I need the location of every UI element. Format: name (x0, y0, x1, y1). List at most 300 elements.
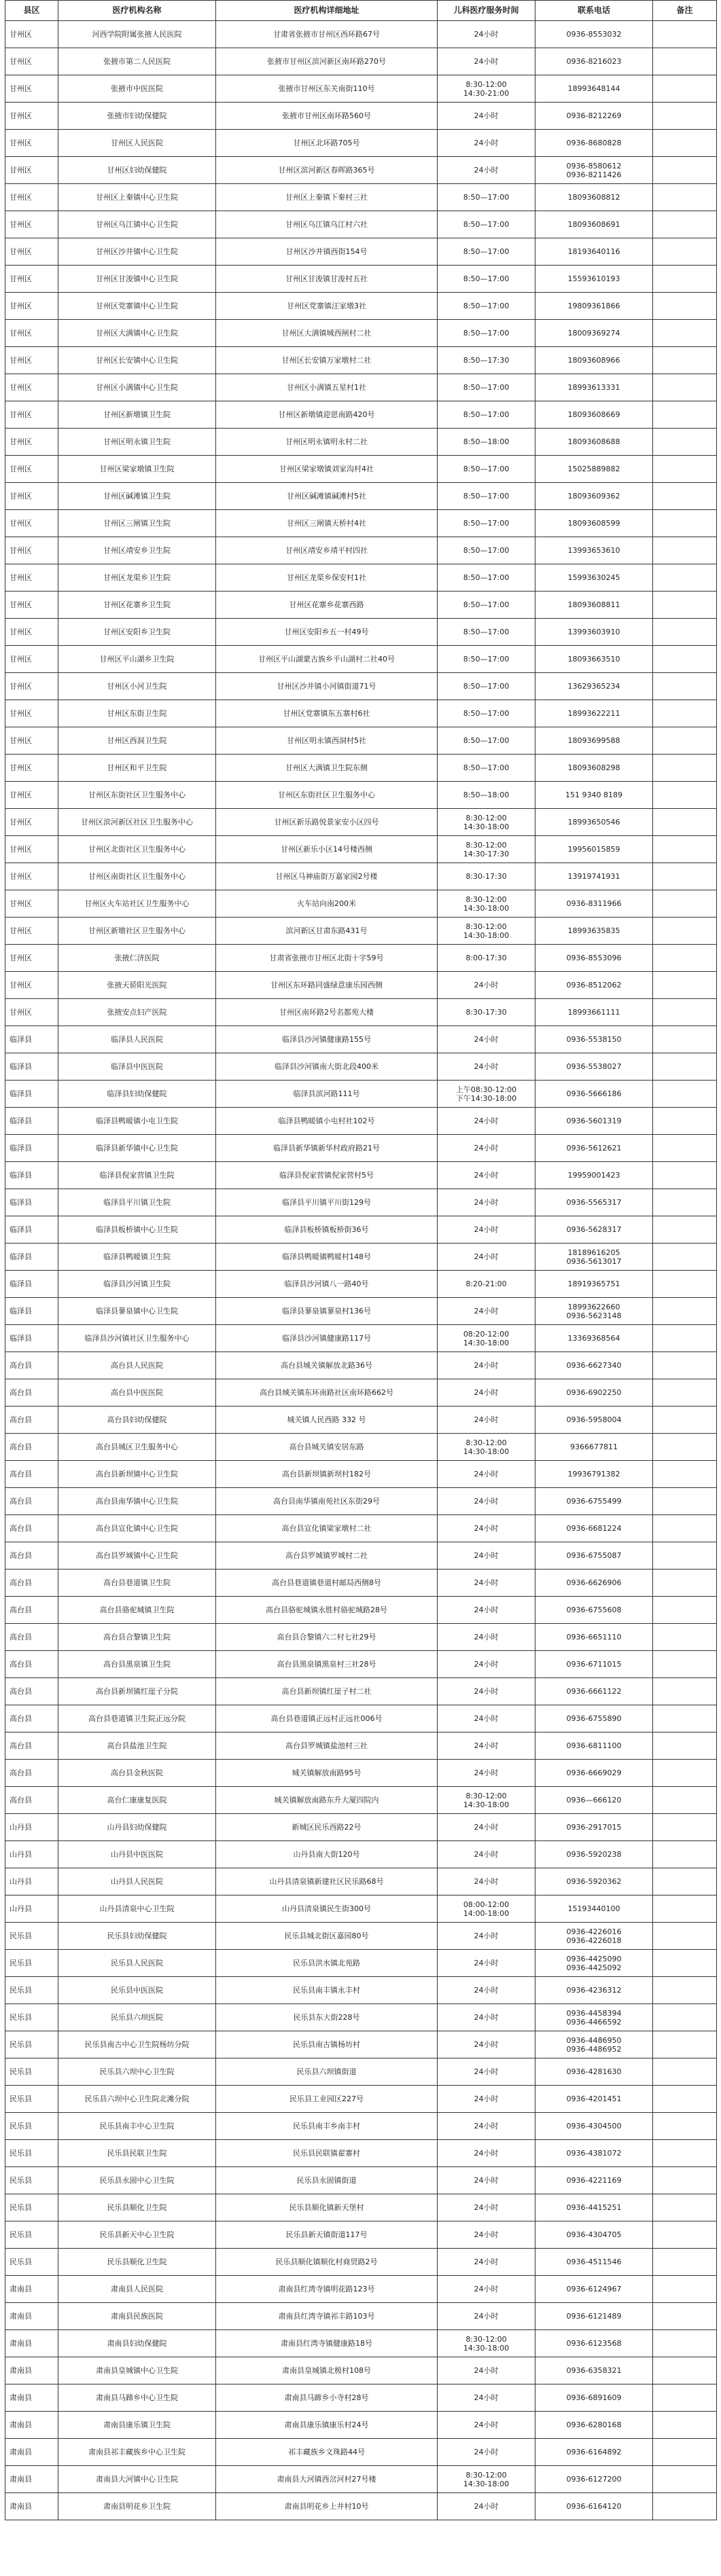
cell-service-hours: 8:50—17:00 (438, 619, 535, 646)
cell-note (653, 48, 717, 75)
cell-note (653, 809, 717, 836)
cell-address: 甘州区沙井镇小河镇街道71号 (216, 673, 438, 700)
cell-phone: 0936-5565317 (535, 1189, 653, 1216)
cell-institution-name: 高台县新坝镇红崖子分院 (58, 1678, 216, 1705)
cell-county: 甘州区 (5, 374, 58, 401)
cell-institution-name: 高台县骆驼城镇卫生院 (58, 1597, 216, 1624)
cell-address: 民乐县新天镇街道117号 (216, 2221, 438, 2249)
cell-note (653, 727, 717, 755)
cell-service-hours: 24小时 (438, 21, 535, 48)
table-row (5, 157, 717, 184)
cell-address: 高台县城关镇东环南路社区南环路662号 (216, 1379, 438, 1407)
cell-institution-name: 临泽县人民医院 (58, 1026, 216, 1053)
table-row (5, 1733, 717, 1760)
cell-service-hours: 8:30-12:00 14:30-21:00 (438, 75, 535, 103)
cell-service-hours: 8:50—17:00 (438, 184, 535, 211)
cell-address: 甘州区龙渠乡保安村1社 (216, 564, 438, 592)
cell-address: 民乐县城北街区嘉园80号 (216, 1923, 438, 1950)
cell-address: 高台县黑泉镇黑泉村三社28号 (216, 1651, 438, 1678)
cell-institution-name: 临泽县板桥镇中心卫生院 (58, 1216, 216, 1244)
cell-county: 临泽县 (5, 1298, 58, 1325)
cell-note (653, 1461, 717, 1488)
cell-note (653, 999, 717, 1026)
cell-county: 甘州区 (5, 700, 58, 727)
cell-note (653, 2276, 717, 2303)
cell-address: 民乐县六坝镇街道 (216, 2058, 438, 2086)
table-row (5, 646, 717, 673)
table-row (5, 2384, 717, 2412)
cell-county: 肃南县 (5, 2466, 58, 2493)
cell-service-hours: 8:50—17:00 (438, 673, 535, 700)
table-row (5, 483, 717, 510)
cell-phone: 0936-6164892 (535, 2439, 653, 2466)
cell-county: 高台县 (5, 1624, 58, 1651)
cell-county: 肃南县 (5, 2493, 58, 2520)
cell-address: 民乐县洪水镇北苑路 (216, 1950, 438, 1977)
cell-institution-name: 甘州区长安镇中心卫生院 (58, 347, 216, 374)
table-row (5, 48, 717, 75)
cell-note (653, 619, 717, 646)
cell-address: 甘州区马神庙街万嘉家园2号楼 (216, 863, 438, 890)
cell-county: 甘州区 (5, 483, 58, 510)
cell-note (653, 510, 717, 537)
cell-county: 甘州区 (5, 782, 58, 809)
cell-institution-name: 甘州区乌江镇中心卫生院 (58, 211, 216, 238)
cell-address: 临泽县鸭暖镇小屯村社102号 (216, 1108, 438, 1135)
cell-phone: 18093608688 (535, 429, 653, 456)
cell-county: 甘州区 (5, 755, 58, 782)
cell-address: 甘州区上秦镇下秦村三社 (216, 184, 438, 211)
cell-address: 甘州区小满镇五星村1社 (216, 374, 438, 401)
cell-institution-name: 临泽县沙河镇社区卫生服务中心 (58, 1325, 216, 1352)
cell-service-hours: 8:50—17:00 (438, 456, 535, 483)
cell-phone: 18193640116 (535, 238, 653, 266)
table-row (5, 401, 717, 429)
cell-county: 高台县 (5, 1379, 58, 1407)
cell-address: 临泽县新华镇新华村政府路21号 (216, 1135, 438, 1162)
cell-phone: 0936-2917015 (535, 1814, 653, 1841)
cell-institution-name: 山丹县中医医院 (58, 1841, 216, 1868)
cell-county: 甘州区 (5, 401, 58, 429)
cell-county: 高台县 (5, 1597, 58, 1624)
cell-county: 临泽县 (5, 1325, 58, 1352)
cell-service-hours: 8:50—17:00 (438, 564, 535, 592)
cell-service-hours: 8:50—17:00 (438, 238, 535, 266)
cell-institution-name: 甘州区新墩镇卫生院 (58, 401, 216, 429)
cell-institution-name: 高台县中医医院 (58, 1379, 216, 1407)
cell-institution-name: 张掖市中医医院 (58, 75, 216, 103)
cell-address: 甘州区新墩镇迎恩南路420号 (216, 401, 438, 429)
cell-note (653, 1407, 717, 1434)
cell-county: 甘州区 (5, 646, 58, 673)
cell-institution-name: 甘州区滨河新区社区卫生服务中心 (58, 809, 216, 836)
cell-note (653, 2140, 717, 2167)
table-row (5, 592, 717, 619)
table-row (5, 456, 717, 483)
cell-address: 甘州区乌江镇乌江村六社 (216, 211, 438, 238)
cell-service-hours: 8:50—17:00 (438, 320, 535, 347)
cell-institution-name: 甘州区新墩社区卫生服务中心 (58, 918, 216, 945)
cell-phone: 13993653610 (535, 537, 653, 564)
cell-county: 肃南县 (5, 2330, 58, 2357)
cell-phone: 18093609362 (535, 483, 653, 510)
cell-institution-name: 高台仁康康复医院 (58, 1787, 216, 1814)
header-phone: 联系电话 (535, 1, 653, 21)
cell-address: 甘州区安阳乡五一村49号 (216, 619, 438, 646)
cell-address: 甘州区党寨镇汪家墩3社 (216, 293, 438, 320)
cell-institution-name: 民乐县中医医院 (58, 1977, 216, 2004)
cell-phone: 18919365751 (535, 1271, 653, 1298)
cell-institution-name: 甘州区三闸镇卫生院 (58, 510, 216, 537)
cell-county: 山丹县 (5, 1868, 58, 1895)
cell-address: 民乐县东大街228号 (216, 2004, 438, 2031)
cell-county: 临泽县 (5, 1244, 58, 1271)
cell-address: 甘州区碱滩镇碱滩村5社 (216, 483, 438, 510)
cell-county: 肃南县 (5, 2384, 58, 2412)
cell-service-hours: 8:00-17:30 (438, 945, 535, 972)
table-row (5, 130, 717, 157)
cell-note (653, 374, 717, 401)
cell-phone: 13919741931 (535, 863, 653, 890)
cell-address: 肃南县皇城镇北极村108号 (216, 2357, 438, 2384)
cell-note (653, 2303, 717, 2330)
cell-phone: 0936-6681224 (535, 1515, 653, 1542)
cell-note (653, 2058, 717, 2086)
cell-county: 民乐县 (5, 2194, 58, 2221)
cell-note (653, 2330, 717, 2357)
cell-county: 甘州区 (5, 619, 58, 646)
cell-note (653, 2004, 717, 2031)
cell-note (653, 401, 717, 429)
cell-service-hours: 24小时 (438, 1977, 535, 2004)
cell-service-hours: 24小时 (438, 1950, 535, 1977)
cell-address: 高台县城关镇解放北路36号 (216, 1352, 438, 1379)
cell-service-hours: 24小时 (438, 2221, 535, 2249)
cell-county: 民乐县 (5, 2031, 58, 2058)
cell-institution-name: 肃南县民族医院 (58, 2303, 216, 2330)
cell-institution-name: 甘州区梁家墩镇卫生院 (58, 456, 216, 483)
cell-institution-name: 甘州区党寨镇中心卫生院 (58, 293, 216, 320)
cell-phone: 0936-6902250 (535, 1379, 653, 1407)
table-row (5, 184, 717, 211)
cell-service-hours: 8:30-12:00 14:30-18:00 (438, 1787, 535, 1814)
table-row (5, 374, 717, 401)
cell-address: 城关镇解放南路95号 (216, 1760, 438, 1787)
cell-note (653, 2113, 717, 2140)
cell-county: 临泽县 (5, 1271, 58, 1298)
cell-institution-name: 民乐县人民医院 (58, 1950, 216, 1977)
cell-institution-name: 肃南县妇幼保健院 (58, 2330, 216, 2357)
pediatric-service-table (5, 0, 717, 2520)
cell-service-hours: 8:50—17:00 (438, 727, 535, 755)
cell-note (653, 347, 717, 374)
cell-phone: 0936-4415251 (535, 2194, 653, 2221)
cell-service-hours: 24小时 (438, 1542, 535, 1570)
cell-county: 甘州区 (5, 157, 58, 184)
table-row (5, 2439, 717, 2466)
cell-note (653, 21, 717, 48)
cell-phone: 18993648144 (535, 75, 653, 103)
cell-phone: 19809361866 (535, 293, 653, 320)
cell-institution-name: 临泽县鸭暖镇卫生院 (58, 1244, 216, 1271)
cell-county: 肃南县 (5, 2357, 58, 2384)
cell-address: 甘州区党寨镇东五寨村6社 (216, 700, 438, 727)
cell-address: 甘州区大满镇卫生院东侧 (216, 755, 438, 782)
cell-note (653, 1678, 717, 1705)
cell-institution-name: 高台县黑泉镇卫生院 (58, 1651, 216, 1678)
cell-address: 高台县合黎镇六二村七社29号 (216, 1624, 438, 1651)
table-row (5, 2167, 717, 2194)
table-row (5, 211, 717, 238)
cell-note (653, 1542, 717, 1570)
cell-address: 肃南县康乐镇康乐村24号 (216, 2412, 438, 2439)
cell-service-hours: 24小时 (438, 2031, 535, 2058)
cell-service-hours: 8:50—17:00 (438, 401, 535, 429)
cell-address: 甘肃省张掖市甘州区西环路67号 (216, 21, 438, 48)
table-row (5, 320, 717, 347)
cell-address: 甘州区沙井镇西街154号 (216, 238, 438, 266)
cell-county: 高台县 (5, 1352, 58, 1379)
cell-county: 肃南县 (5, 2276, 58, 2303)
cell-institution-name: 甘州区靖安乡卫生院 (58, 537, 216, 564)
cell-county: 甘州区 (5, 130, 58, 157)
cell-phone: 151 9340 8189 (535, 782, 653, 809)
cell-service-hours: 24小时 (438, 1244, 535, 1271)
cell-service-hours: 8:50—17:00 (438, 700, 535, 727)
cell-address: 甘州区靖安乡靖平村四社 (216, 537, 438, 564)
cell-service-hours: 24小时 (438, 2167, 535, 2194)
cell-county: 甘州区 (5, 863, 58, 890)
table-row (5, 2221, 717, 2249)
table-row (5, 429, 717, 456)
cell-phone: 19959001423 (535, 1162, 653, 1189)
cell-service-hours: 24小时 (438, 2493, 535, 2520)
cell-institution-name: 高台县金秋医院 (58, 1760, 216, 1787)
cell-county: 甘州区 (5, 456, 58, 483)
cell-address: 高台县罗城镇盐池村三社 (216, 1733, 438, 1760)
cell-note (653, 2167, 717, 2194)
table-row (5, 1814, 717, 1841)
cell-address: 山丹县清泉镇新建社区民乐路68号 (216, 1868, 438, 1895)
table-row (5, 1923, 717, 1950)
cell-service-hours: 8:50—17:00 (438, 510, 535, 537)
table-row (5, 2031, 717, 2058)
cell-phone: 13369368564 (535, 1325, 653, 1352)
cell-phone: 18009369274 (535, 320, 653, 347)
table-row (5, 2140, 717, 2167)
cell-service-hours: 8:30-12:00 14:30-18:00 (438, 2466, 535, 2493)
cell-phone: 15193440100 (535, 1895, 653, 1923)
cell-service-hours: 24小时 (438, 48, 535, 75)
cell-phone: 18993622660 0936-5623148 (535, 1298, 653, 1325)
cell-note (653, 592, 717, 619)
cell-address: 高台县骆驼城镇永胜村骆驼城路28号 (216, 1597, 438, 1624)
cell-service-hours: 24小时 (438, 2058, 535, 2086)
cell-county: 甘州区 (5, 21, 58, 48)
table-row (5, 890, 717, 918)
cell-address: 临泽县沙河镇健康路155号 (216, 1026, 438, 1053)
cell-institution-name: 临泽县沙河镇卫生院 (58, 1271, 216, 1298)
table-row (5, 21, 717, 48)
cell-phone: 0936-8553096 (535, 945, 653, 972)
cell-service-hours: 24小时 (438, 1814, 535, 1841)
cell-note (653, 918, 717, 945)
cell-phone: 18189616205 0936-5613017 (535, 1244, 653, 1271)
cell-institution-name: 甘州区人民医院 (58, 130, 216, 157)
cell-address: 甘州区东环路同盛绿意康乐园西侧 (216, 972, 438, 999)
table-row (5, 1760, 717, 1787)
cell-county: 高台县 (5, 1787, 58, 1814)
cell-service-hours: 24小时 (438, 103, 535, 130)
cell-note (653, 1651, 717, 1678)
cell-note (653, 211, 717, 238)
cell-service-hours: 24小时 (438, 1868, 535, 1895)
cell-note (653, 2439, 717, 2466)
table-row (5, 347, 717, 374)
table-header-row (5, 1, 717, 21)
cell-service-hours: 24小时 (438, 2357, 535, 2384)
cell-institution-name: 肃南县明花乡卫生院 (58, 2493, 216, 2520)
cell-phone: 18093699588 (535, 727, 653, 755)
table-row (5, 103, 717, 130)
cell-service-hours: 24小时 (438, 1162, 535, 1189)
cell-service-hours: 24小时 (438, 2412, 535, 2439)
cell-address: 临泽县沙河镇健康路117号 (216, 1325, 438, 1352)
cell-county: 临泽县 (5, 1053, 58, 1081)
cell-phone: 18093608966 (535, 347, 653, 374)
cell-institution-name: 临泽县平川镇卫生院 (58, 1189, 216, 1216)
table-row (5, 2330, 717, 2357)
cell-note (653, 863, 717, 890)
cell-county: 临泽县 (5, 1135, 58, 1162)
cell-note (653, 1135, 717, 1162)
cell-institution-name: 民乐县南古中心卫生院杨坊分院 (58, 2031, 216, 2058)
cell-note (653, 184, 717, 211)
cell-institution-name: 甘州区小河卫生院 (58, 673, 216, 700)
cell-phone: 0936-5628317 (535, 1216, 653, 1244)
cell-institution-name: 民乐县六坝医院 (58, 2004, 216, 2031)
cell-institution-name: 张掖安点妇产医院 (58, 999, 216, 1026)
cell-phone: 15593610193 (535, 266, 653, 293)
table-row (5, 1407, 717, 1434)
cell-phone: 0936-4236312 (535, 1977, 653, 2004)
cell-phone: 0936-4381072 (535, 2140, 653, 2167)
cell-service-hours: 上午08:30-12:00 下午14:30-18:00 (438, 1081, 535, 1108)
cell-institution-name: 高台县城区卫生服务中心 (58, 1434, 216, 1461)
table-row (5, 75, 717, 103)
cell-county: 民乐县 (5, 2221, 58, 2249)
cell-note (653, 1950, 717, 1977)
cell-address: 民乐县南丰镇永丰村 (216, 1977, 438, 2004)
cell-phone: 13993603910 (535, 619, 653, 646)
cell-institution-name: 民乐县妇幼保健院 (58, 1923, 216, 1950)
cell-county: 甘州区 (5, 727, 58, 755)
cell-service-hours: 8:30-12:00 14:30-18:00 (438, 890, 535, 918)
table-row (5, 1787, 717, 1814)
cell-note (653, 2031, 717, 2058)
cell-note (653, 972, 717, 999)
cell-service-hours: 24小时 (438, 1108, 535, 1135)
cell-phone: 0936-8311966 (535, 890, 653, 918)
cell-county: 民乐县 (5, 2004, 58, 2031)
table-row (5, 1895, 717, 1923)
table-row (5, 619, 717, 646)
header-note: 备注 (653, 1, 717, 21)
table-row (5, 2249, 717, 2276)
table-row (5, 1515, 717, 1542)
cell-phone: 0936-5538150 (535, 1026, 653, 1053)
cell-address: 民乐县南古镇杨坊村 (216, 2031, 438, 2058)
cell-note (653, 673, 717, 700)
cell-note (653, 1352, 717, 1379)
cell-phone: 15993630245 (535, 564, 653, 592)
cell-service-hours: 24小时 (438, 2194, 535, 2221)
table-row (5, 1108, 717, 1135)
cell-address: 山丹县清泉镇民生街300号 (216, 1895, 438, 1923)
cell-note (653, 1244, 717, 1271)
cell-institution-name: 肃南县马蹄乡中心卫生院 (58, 2384, 216, 2412)
table-row (5, 1081, 717, 1108)
cell-address: 高台县南华镇南苑社区东街29号 (216, 1488, 438, 1515)
cell-institution-name: 高台县巷道镇卫生院 (58, 1570, 216, 1597)
cell-address: 临泽县沙河镇八一路40号 (216, 1271, 438, 1298)
cell-address: 甘州区三闸镇天桥村4社 (216, 510, 438, 537)
cell-county: 甘州区 (5, 592, 58, 619)
cell-county: 临泽县 (5, 1081, 58, 1108)
cell-institution-name: 甘州区西洞卫生院 (58, 727, 216, 755)
cell-county: 甘州区 (5, 809, 58, 836)
cell-county: 高台县 (5, 1434, 58, 1461)
cell-county: 甘州区 (5, 836, 58, 863)
cell-address: 张掖市甘州区东关南街110号 (216, 75, 438, 103)
cell-service-hours: 8:30-17:30 (438, 999, 535, 1026)
cell-note (653, 2384, 717, 2412)
cell-phone: 18993650546 (535, 809, 653, 836)
cell-phone: 18093608669 (535, 401, 653, 429)
cell-note (653, 1298, 717, 1325)
table-row (5, 510, 717, 537)
table-row (5, 1325, 717, 1352)
cell-institution-name: 临泽县妇幼保健院 (58, 1081, 216, 1108)
cell-county: 高台县 (5, 1515, 58, 1542)
cell-county: 高台县 (5, 1461, 58, 1488)
table-row (5, 1651, 717, 1678)
table-row (5, 863, 717, 890)
cell-service-hours: 24小时 (438, 1678, 535, 1705)
cell-note (653, 2412, 717, 2439)
cell-institution-name: 山丹县妇幼保健院 (58, 1814, 216, 1841)
cell-institution-name: 甘州区和平卫生院 (58, 755, 216, 782)
cell-service-hours: 8:30-17:30 (438, 863, 535, 890)
table-row (5, 999, 717, 1026)
cell-phone: 0936-4221169 (535, 2167, 653, 2194)
cell-note (653, 1189, 717, 1216)
cell-note (653, 75, 717, 103)
cell-phone: 0936-8553032 (535, 21, 653, 48)
cell-service-hours: 24小时 (438, 2276, 535, 2303)
cell-address: 肃南县红湾寺镇健康路18号 (216, 2330, 438, 2357)
cell-phone: 0936-4458394 0936-4466592 (535, 2004, 653, 2031)
cell-phone: 0936-4281630 (535, 2058, 653, 2086)
cell-note (653, 2086, 717, 2113)
cell-institution-name: 甘州区龙渠乡卫生院 (58, 564, 216, 592)
cell-institution-name: 甘州区小满镇中心卫生院 (58, 374, 216, 401)
cell-phone: 19956015859 (535, 836, 653, 863)
cell-service-hours: 8:50—17:00 (438, 211, 535, 238)
cell-phone: 0936-4226016 0936-4226018 (535, 1923, 653, 1950)
table-row (5, 266, 717, 293)
cell-institution-name: 民乐县顺化卫生院 (58, 2194, 216, 2221)
